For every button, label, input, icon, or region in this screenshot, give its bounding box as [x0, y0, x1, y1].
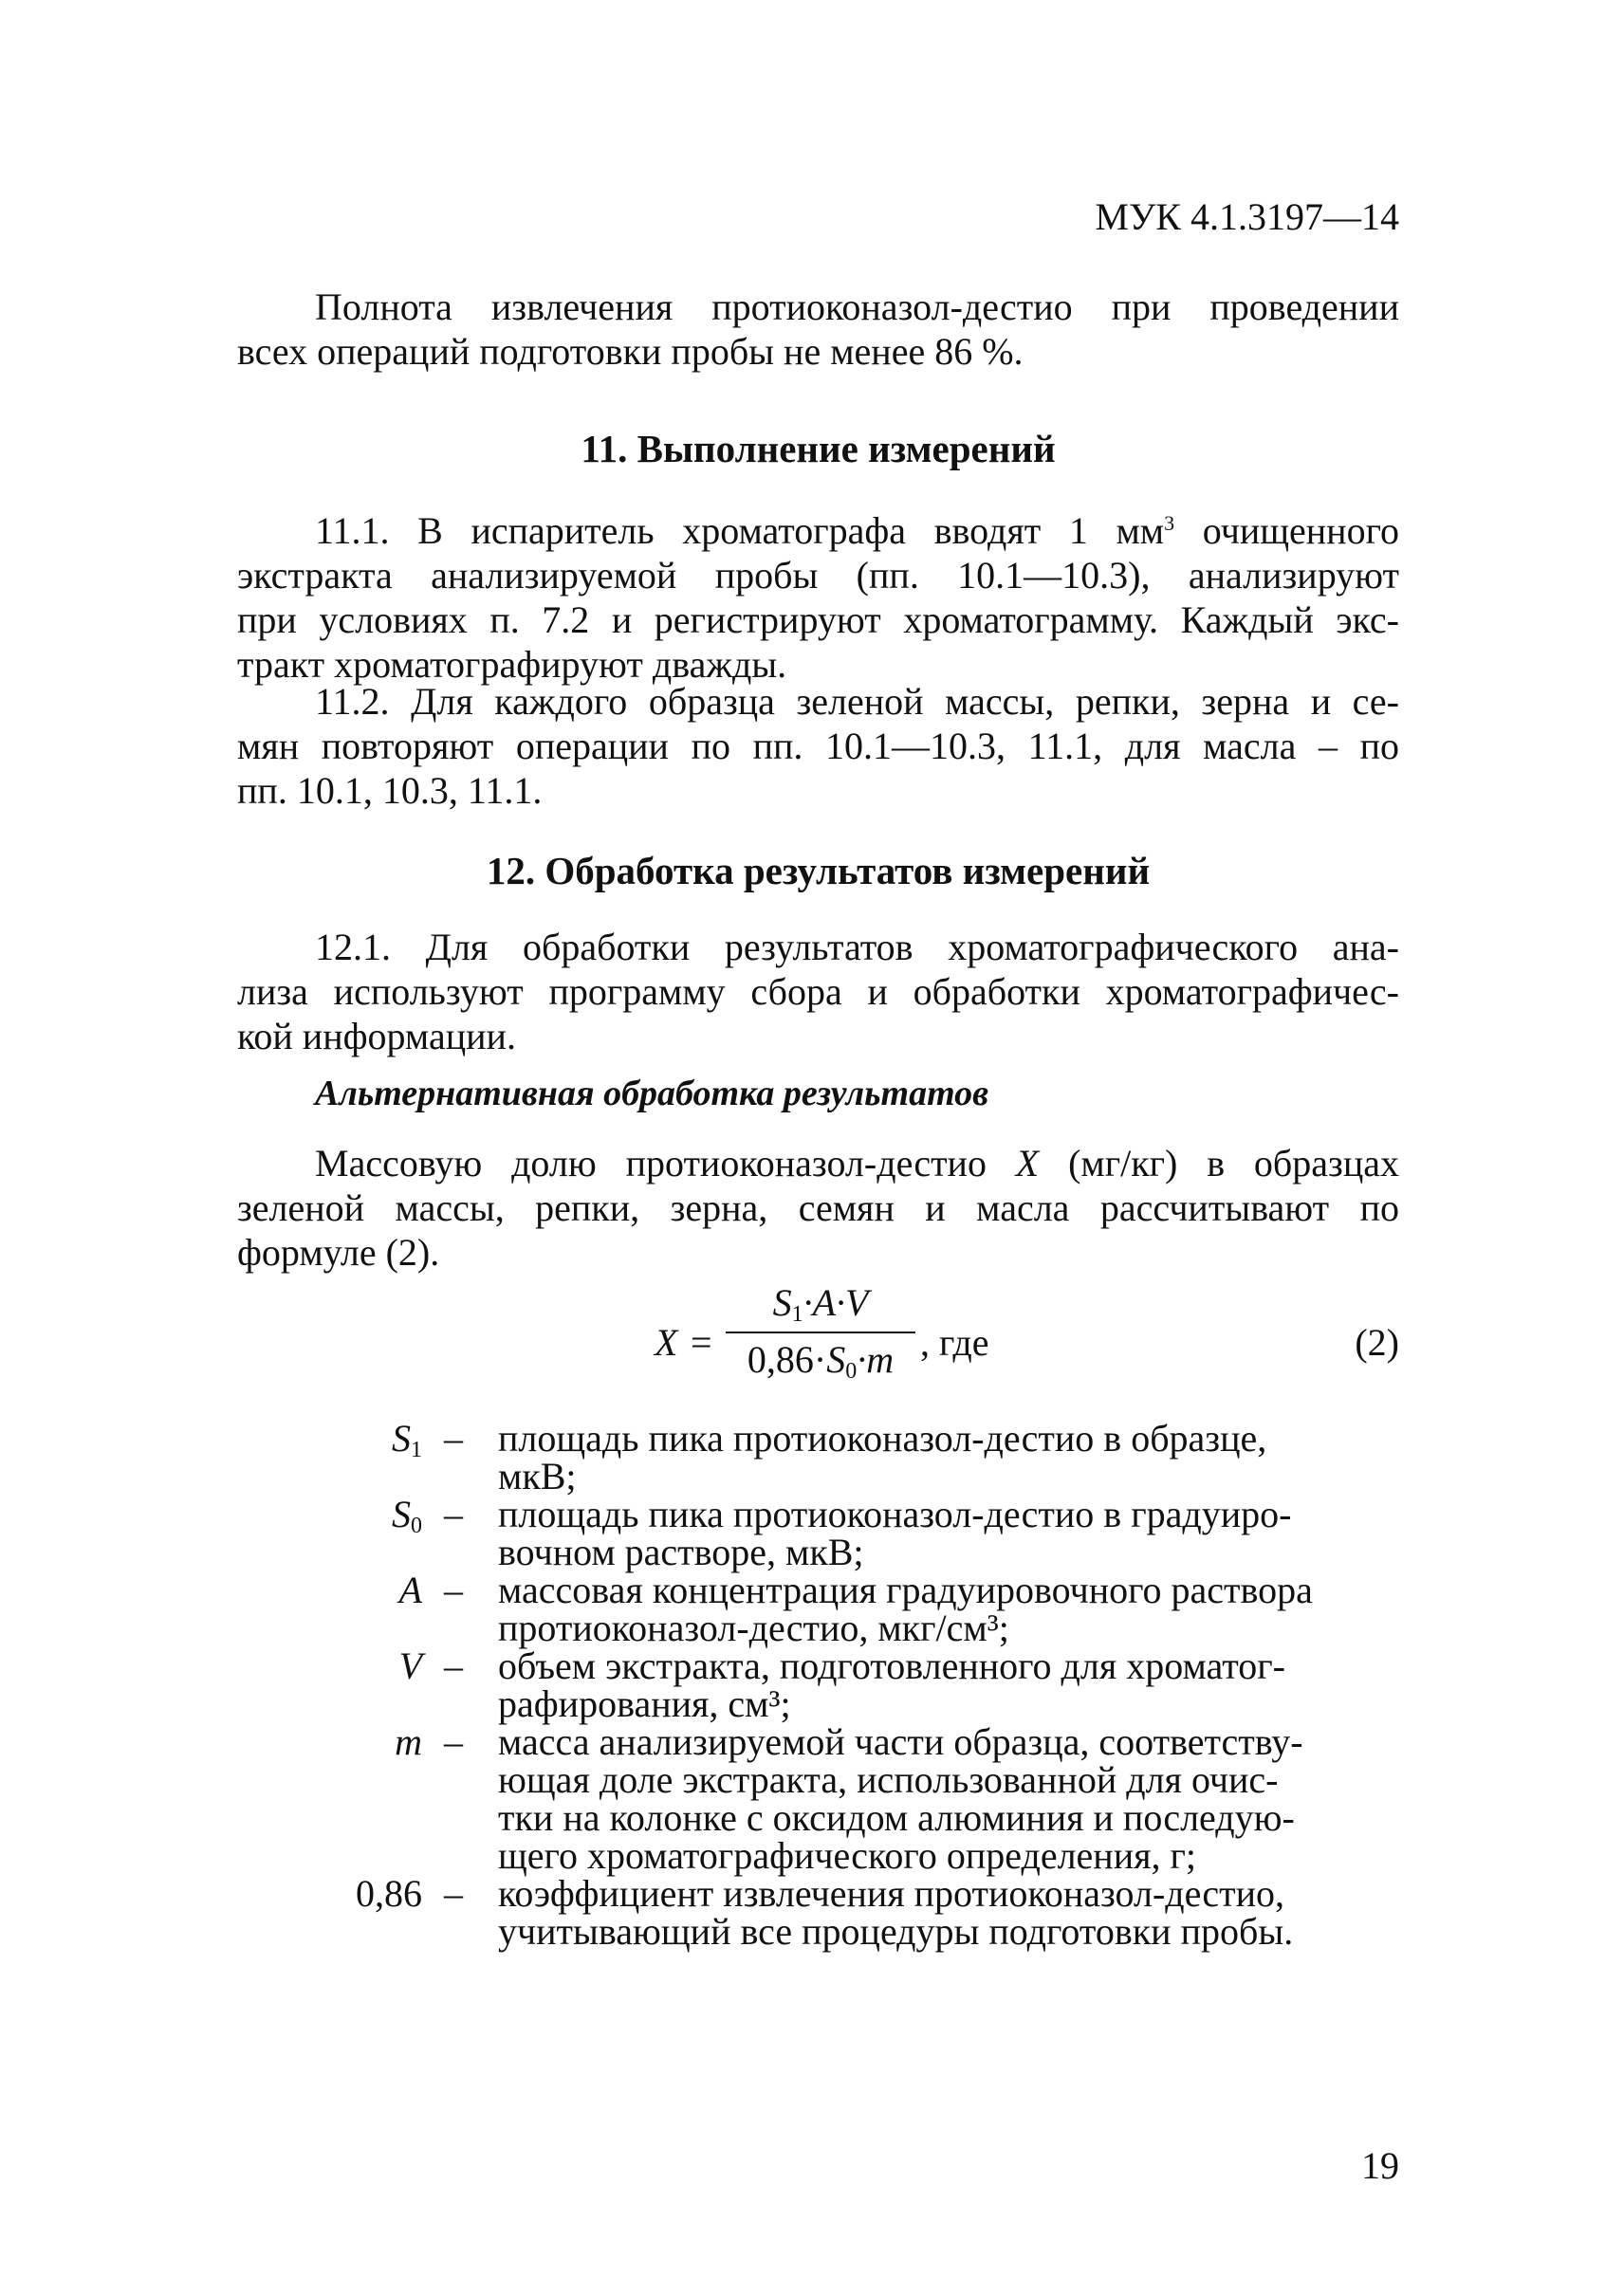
formula-text: ·A·V — [803, 1281, 869, 1324]
intro-paragraph — [237, 285, 1399, 374]
definitions-list — [237, 1417, 1399, 1953]
paragraph-11-2 — [237, 679, 1399, 813]
definition-dash: – — [444, 1417, 463, 1460]
text-line: Полнота извлечения протиоконазол-дестио при проведении — [315, 285, 1399, 328]
text-line: мян повторяют операции по пп. 10.1—10.3, 11.1, для масла – по — [237, 725, 1399, 767]
formula-lhs: X — [655, 1321, 678, 1364]
formula-text: ·m — [857, 1338, 895, 1381]
definition-dash: – — [444, 1644, 463, 1687]
text-line — [237, 1141, 1399, 1185]
formula-fraction — [726, 1280, 915, 1383]
text-line: зеленой массы, репки, зерна, семян и масла рассчитывают по — [237, 1186, 1399, 1229]
formula-text: 0,86· — [747, 1338, 827, 1381]
definition-line: объем экстракта, подготовленного для хроматог- — [498, 1644, 1285, 1687]
text-line: тракт хроматографируют дважды. — [237, 643, 787, 686]
formula-number: (2) — [1355, 1321, 1399, 1364]
document-page — [237, 0, 1399, 2296]
text-fragment: Массовую долю протиоконазол-дестио — [315, 1142, 1016, 1185]
definition-item — [237, 1720, 1399, 1877]
definition-line: протиоконазол-дестио, мкг/см³; — [498, 1607, 1009, 1649]
definition-item — [237, 1644, 1399, 1725]
text-line: экстракта анализируемой пробы (пп. 10.1—10.3), анализируют — [237, 554, 1399, 597]
definition-item — [237, 1417, 1399, 1497]
formula-numerator — [726, 1280, 915, 1326]
definition-line: ющая доле экстракта, использованной для очис- — [498, 1758, 1279, 1801]
text-fragment: 11.1. В испаритель хроматографа вводят 1 мм — [315, 509, 1165, 552]
symbol-text: S — [392, 1493, 411, 1535]
alternative-paragraph — [237, 1141, 1399, 1275]
definition-item — [237, 1872, 1399, 1953]
definition-symbol — [237, 1417, 422, 1469]
subscript: 1 — [411, 1438, 422, 1462]
definition-item — [237, 1493, 1399, 1573]
subscript: 0 — [845, 1359, 858, 1384]
definition-symbol: V — [398, 1644, 422, 1687]
text-line: 12.1. Для обработки результатов хроматографического ана- — [315, 926, 1399, 968]
text-line — [237, 501, 1399, 553]
text-line: кой информации. — [237, 1015, 516, 1057]
definition-line: коэффициент извлечения протиоконазол-дестио, — [498, 1872, 1285, 1915]
definition-dash: – — [444, 1493, 463, 1535]
formula-2 — [237, 1280, 1399, 1404]
definition-symbol: A — [398, 1569, 422, 1611]
formula-denominator — [726, 1337, 915, 1383]
variable-x: X — [1015, 1142, 1040, 1185]
text-line: 11.2. Для каждого образца зеленой массы, репки, зерна и се- — [315, 680, 1399, 723]
definition-line: мкВ; — [498, 1455, 577, 1497]
document-code-header: МУК 4.1.3197—14 — [1095, 195, 1399, 238]
subscript: 0 — [411, 1514, 422, 1538]
definition-symbol: 0,86 — [356, 1872, 422, 1915]
section-12-heading: 12. Обработка результатов измерений — [486, 849, 1151, 892]
definition-item — [237, 1571, 1399, 1647]
section-11-heading: 11. Выполнение измерений — [581, 427, 1056, 470]
text-line: лиза используют программу сбора и обработки хроматографичес- — [237, 970, 1399, 1013]
formula-where: , где — [920, 1321, 989, 1364]
definition-dash: – — [444, 1872, 463, 1915]
text-line: всех операций подготовки пробы не менее 86 %. — [237, 330, 1024, 373]
paragraph-11-1 — [237, 501, 1399, 687]
definition-symbol: m — [395, 1720, 422, 1763]
definition-line: массовая концентрация градуировочного раствора — [498, 1569, 1313, 1611]
symbol-text: S — [392, 1417, 411, 1460]
page-number: 19 — [1361, 2144, 1399, 2187]
definition-line: рафирования, см³; — [498, 1682, 791, 1725]
text-line: пп. 10.1, 10.3, 11.1. — [237, 769, 543, 812]
text-fragment: (мг/кг) в образцах — [1039, 1142, 1399, 1185]
superscript: 3 — [1164, 511, 1175, 535]
definition-line: учитывающий все процедуры подготовки пробы. — [498, 1910, 1294, 1953]
definition-symbol — [237, 1493, 422, 1545]
symbol-s: S — [826, 1338, 846, 1381]
paragraph-12-1 — [237, 925, 1399, 1058]
definition-line: щего хроматографического определения, г; — [498, 1834, 1197, 1877]
text-line: при условиях п. 7.2 и регистрируют хроматограмму. Каждый экс- — [237, 598, 1399, 641]
subscript: 1 — [791, 1302, 803, 1327]
formula-equals: = — [691, 1321, 712, 1364]
fraction-bar — [726, 1332, 915, 1333]
alternative-processing-heading: Альтернативная обработка результатов — [315, 1074, 989, 1113]
definition-dash: – — [444, 1569, 463, 1611]
text-line: формуле (2). — [237, 1231, 440, 1274]
text-fragment: очищенного — [1174, 509, 1400, 552]
definition-line: тки на колонке с оксидом алюминия и последую- — [498, 1796, 1295, 1839]
definition-line: площадь пика протиоконазол-дестио в образце, — [498, 1417, 1267, 1460]
definition-line: масса анализируемой части образца, соответству- — [498, 1720, 1303, 1763]
definition-line: вочном растворе, мкВ; — [498, 1531, 864, 1573]
definition-dash: – — [444, 1720, 463, 1763]
definition-line: площадь пика протиоконазол-дестио в градуиро- — [498, 1493, 1292, 1535]
symbol-s: S — [772, 1281, 792, 1324]
